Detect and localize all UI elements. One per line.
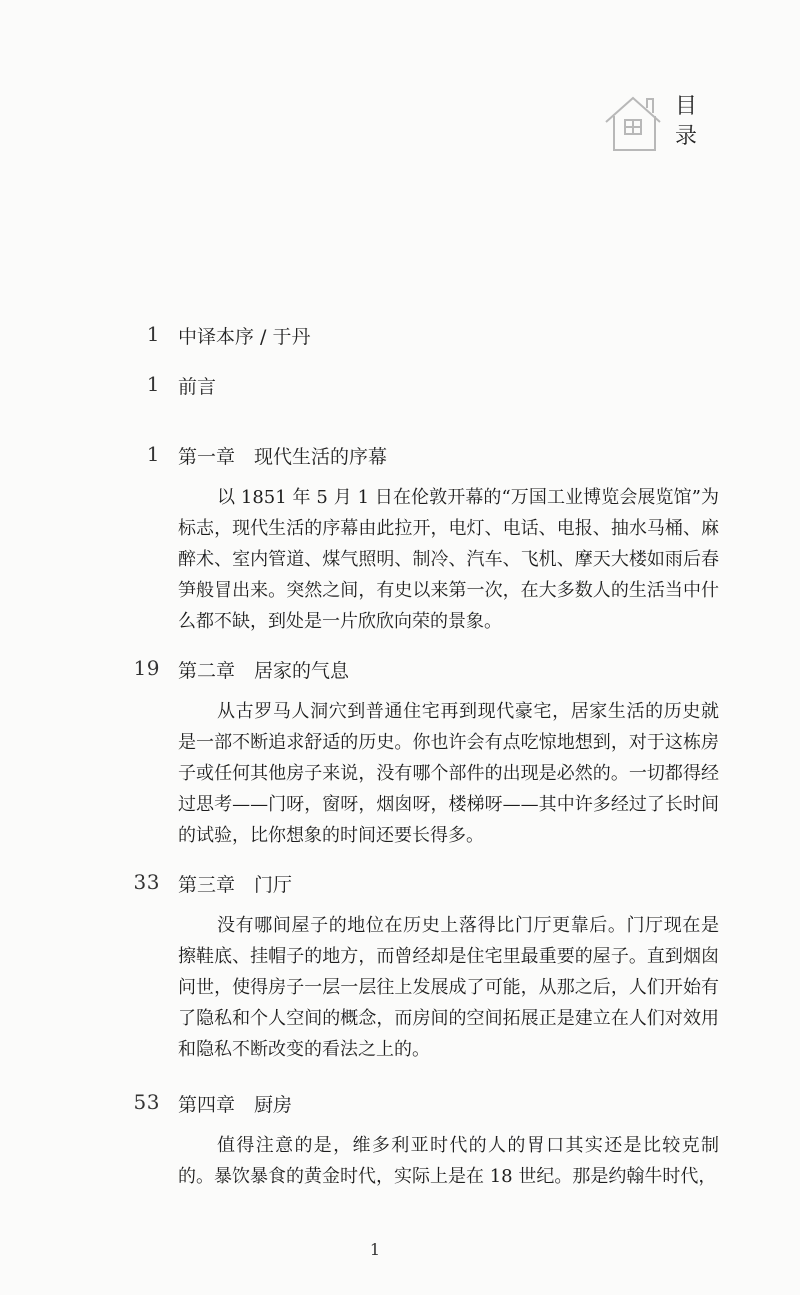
chapter-summary: 从古罗马人洞穴到普通住宅再到现代豪宅，居家生活的历史就是一部不断追求舒适的历史。你也许会有点吃惊地想到，对于这栋房子或任何其他房子来说，没有哪个部件的出现是必然的。一切都得经过思考——门呀，窗呀，烟囱呀，楼梯呀——其中许多经过了长时间的试验，比你想象的时间还要长得多。: [178, 701, 719, 846]
page-number: 1: [369, 1240, 381, 1259]
entry-title: 第三章 门厅: [178, 874, 293, 896]
toc-header: [603, 84, 713, 164]
entry-page-number: 1: [146, 372, 160, 396]
entry-page-number: 1: [146, 442, 160, 466]
entry-title: 第一章 现代生活的序幕: [178, 446, 388, 468]
chapter-summary: 值得注意的是，维多利亚时代的人的胃口其实还是比较克制的。暴饮暴食的黄金时代，实际上是在 18 世纪。那是约翰牛时代，: [178, 1135, 719, 1187]
page-title: 目录: [675, 94, 700, 149]
entry-title: 中译本序 / 于丹: [178, 326, 311, 348]
entry-page-number: 33: [133, 870, 160, 894]
entry-page-number: 53: [133, 1090, 160, 1114]
entry-page-number: 19: [133, 656, 160, 680]
entry-page-number: 1: [146, 322, 160, 346]
chapter-summary: 以 1851 年 5 月 1 日在伦敦开幕的“万国工业博览会展览馆”为标志，现代生活的序幕由此拉开，电灯、电话、电报、抽水马桶、麻醉术、室内管道、煤气照明、制冷、汽车、飞机、摩天大楼如雨后春笋般冒出来。突然之间，有史以来第一次，在大多数人的生活当中什么都不缺，到处是一片欣欣向荣的景象。: [178, 487, 719, 632]
house-icon: [603, 90, 667, 154]
entry-title: 第二章 居家的气息: [178, 660, 350, 682]
entry-title: 前言: [178, 376, 217, 398]
entry-title: 第四章 厨房: [178, 1094, 293, 1116]
chapter-summary: 没有哪间屋子的地位在历史上落得比门厅更靠后。门厅现在是擦鞋底、挂帽子的地方，而曾经却是住宅里最重要的屋子。直到烟囱问世，使得房子一层一层往上发展成了可能，从那之后，人们开始有了隐私和个人空间的概念，而房间的空间拓展正是建立在人们对效用和隐私不断改变的看法之上的。: [178, 915, 719, 1060]
